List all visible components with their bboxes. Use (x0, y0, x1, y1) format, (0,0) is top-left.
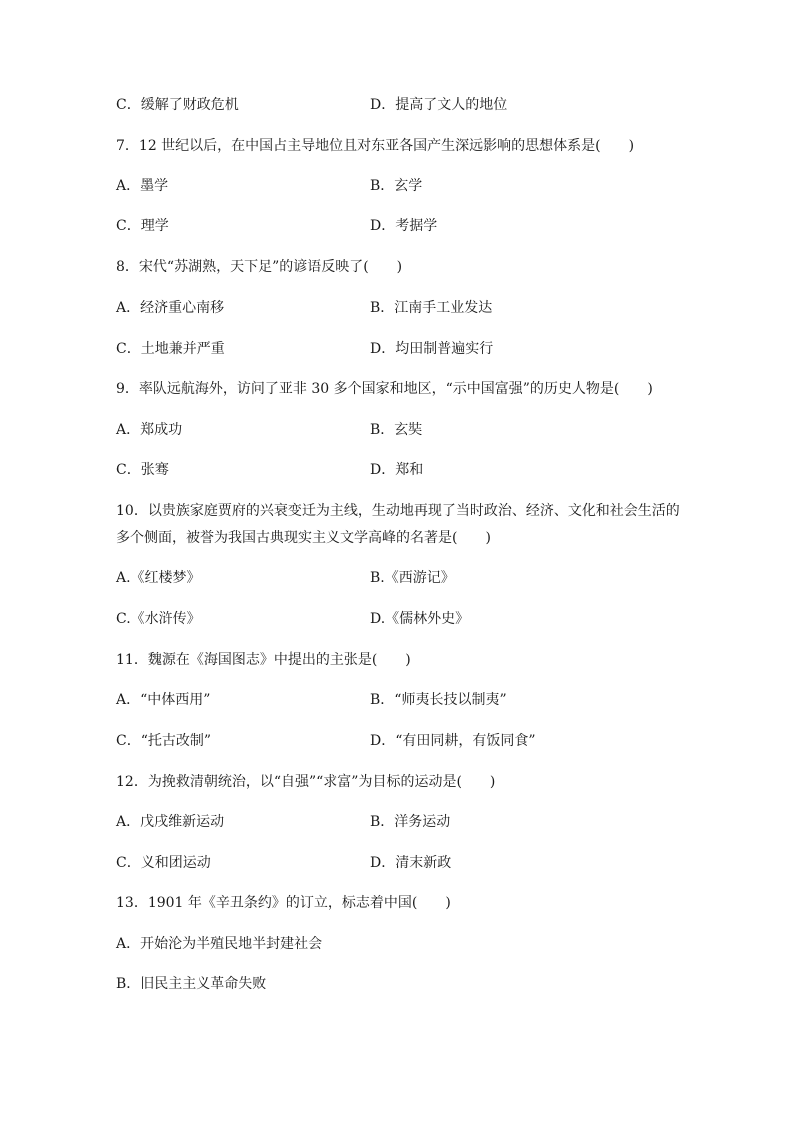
q7-stem: 7．12 世纪以后，在中国占主导地位且对东亚各国产生深远影响的思想体系是( ) (116, 138, 635, 154)
q7-option-b: B．玄学 (370, 178, 423, 194)
q13-option-a: A．开始沦为半殖民地半封建社会 (116, 936, 323, 952)
q10-stem-line2: 多个侧面，被誉为我国古典现实主义文学高峰的名著是( ) (116, 530, 491, 546)
q12-option-b: B．洋务运动 (370, 814, 451, 830)
q11-option-d: D．“有田同耕，有饭同食” (370, 733, 536, 749)
q7-option-a: A．墨学 (116, 178, 169, 194)
q7-option-d: D．考据学 (370, 218, 438, 234)
q10-option-d: D.《儒林外史》 (370, 611, 470, 627)
q8-option-d: D．均田制普遍实行 (370, 341, 494, 357)
q12-option-c: C．义和团运动 (116, 855, 211, 871)
q12-option-d: D．清末新政 (370, 855, 452, 871)
q10-option-b: B.《西游记》 (370, 570, 455, 586)
q9-option-a: A．郑成功 (116, 422, 183, 438)
q12-stem: 12．为挽救清朝统治，以“自强”“求富”为目标的运动是( ) (116, 774, 496, 790)
q9-option-b: B．玄奘 (370, 422, 423, 438)
q12-option-a: A．戊戌维新运动 (116, 814, 225, 830)
q9-option-c: C．张骞 (116, 462, 169, 478)
q7-option-c: C．理学 (116, 218, 169, 234)
q11-option-c: C．“托古改制” (116, 733, 212, 749)
q11-stem: 11．魏源在《海国图志》中提出的主张是( ) (116, 652, 411, 668)
q10-stem-line1: 10．以贵族家庭贾府的兴衰变迁为主线，生动地再现了当时政治、经济、文化和社会生活的 (116, 503, 680, 519)
q11-option-b: B．“师夷长技以制夷” (370, 692, 507, 708)
q6-option-d: D．提高了文人的地位 (370, 97, 508, 113)
q13-option-b: B．旧民主主义革命失败 (116, 976, 267, 992)
q10-option-a: A.《红楼梦》 (116, 570, 201, 586)
q8-stem: 8．宋代“苏湖熟，天下足”的谚语反映了( ) (116, 259, 403, 275)
q8-option-a: A．经济重心南移 (116, 300, 225, 316)
q8-option-b: B．江南手工业发达 (370, 300, 493, 316)
q9-stem: 9．率队远航海外，访问了亚非 30 多个国家和地区，“示中国富强”的历史人物是( ) (116, 381, 653, 397)
q6-option-c: C．缓解了财政危机 (116, 97, 239, 113)
q10-option-c: C.《水浒传》 (116, 611, 201, 627)
q11-option-a: A．“中体西用” (116, 692, 211, 708)
q13-stem: 13．1901 年《辛丑条约》的订立，标志着中国( ) (116, 895, 451, 911)
q8-option-c: C．土地兼并严重 (116, 341, 225, 357)
q9-option-d: D．郑和 (370, 462, 424, 478)
